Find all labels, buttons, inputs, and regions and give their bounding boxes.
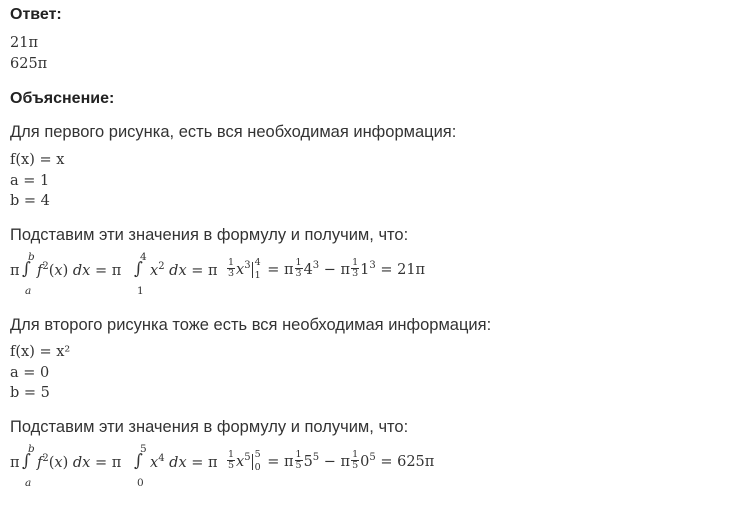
- part2-given-a: a = 0: [10, 365, 50, 381]
- part1-given-b: b = 4: [10, 193, 50, 209]
- part2-intro: Для второго рисунка тоже есть вся необходимая информация:: [10, 316, 492, 334]
- part2-given-f: f(x) = x²: [10, 344, 71, 360]
- part2-substitute-text: Подставим эти значения в формулу и получим, что:: [10, 418, 409, 436]
- answer-line-1: [10, 36, 38, 51]
- answer-heading: Ответ:: [10, 6, 62, 23]
- answer-value-2: 625π: [10, 56, 48, 72]
- answer-value-1: 21π: [10, 35, 38, 51]
- part1-integral-formula: π b ∫ a $f^2(x)$ dx = π 4 ∫ 1 $x^2$ dx = π $\frac{1}{3}$ $x^3$ 4 1 = π $\frac{1}{3}$ $4^3 - \pi$ $\frac{1}{3}$ $1^3 = 21\pi$: [10, 251, 426, 297]
- explanation-heading: Объяснение:: [10, 90, 115, 107]
- part2-integral-formula: π b ∫ a $f^2(x)$ dx = π 5 ∫ 0 $x^4$ dx = π $\frac{1}{5}$ $x^5$ 5 0 = π $\frac{1}{5}$ $5^5 - \pi$ $\frac{1}{5}$ $0^5 = 625\pi$: [10, 443, 435, 489]
- part1-given-f: f(x) = x: [10, 152, 65, 168]
- part2-result: 625π: [397, 454, 435, 470]
- part1-result: 21π: [397, 262, 426, 278]
- answer-line-2: [10, 57, 47, 72]
- part1-given-a: a = 1: [10, 173, 50, 189]
- part2-given-b: b = 5: [10, 385, 50, 401]
- part1-intro: Для первого рисунка, есть вся необходимая информация:: [10, 123, 457, 141]
- part1-substitute-text: Подставим эти значения в формулу и получим, что:: [10, 226, 409, 244]
